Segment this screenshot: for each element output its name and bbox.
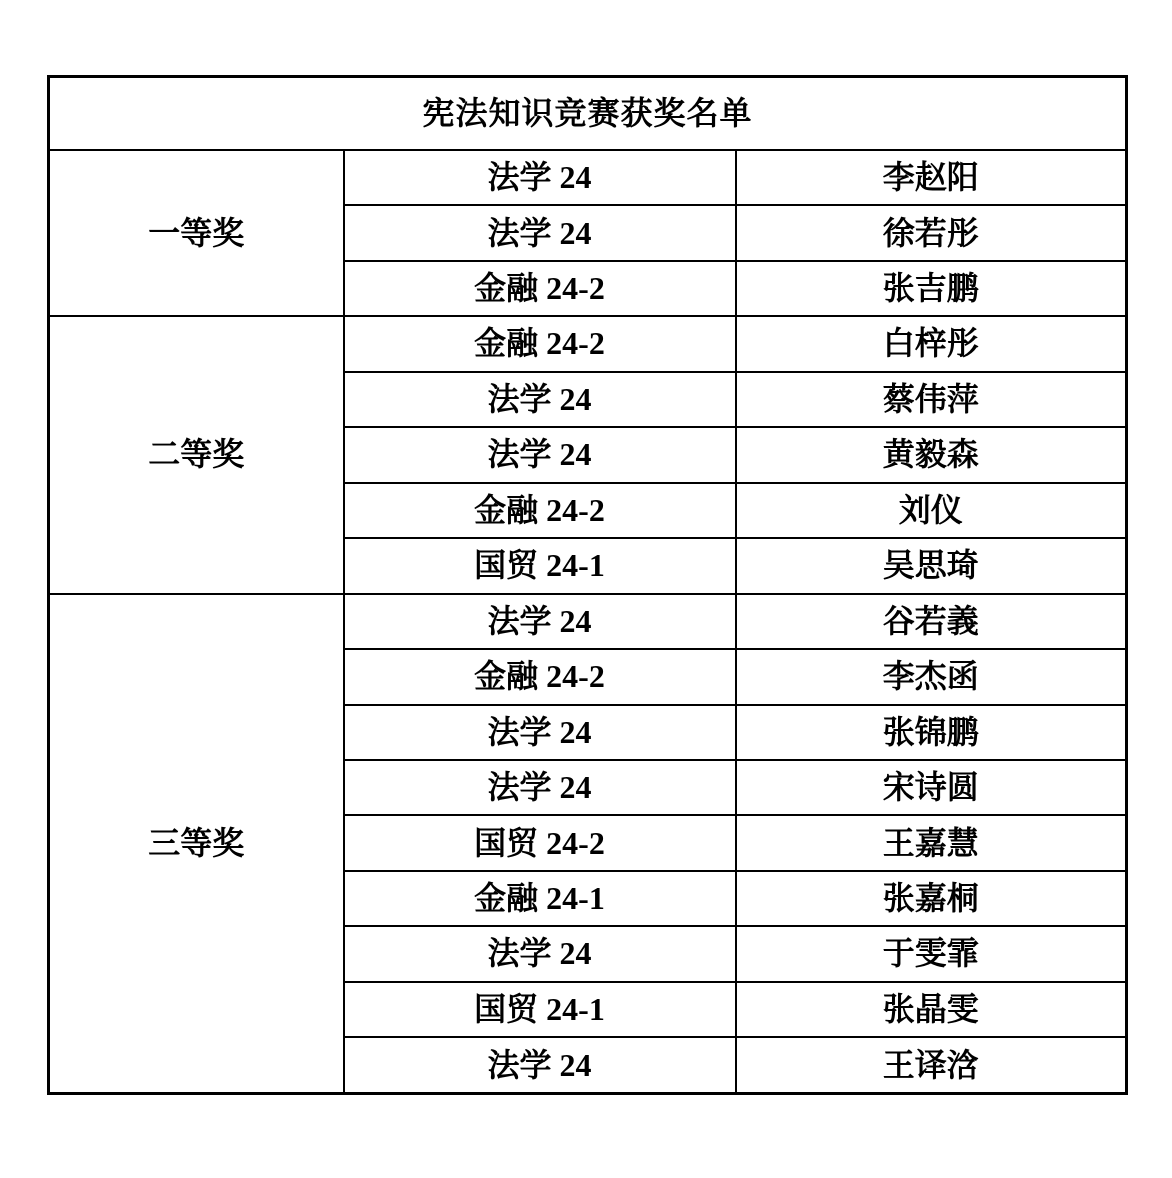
name-cell: 宋诗圆 bbox=[736, 760, 1127, 815]
name-cell: 吴思琦 bbox=[736, 538, 1127, 593]
title-row bbox=[49, 77, 1127, 151]
name-cell: 张嘉桐 bbox=[736, 871, 1127, 926]
name-cell: 王嘉慧 bbox=[736, 815, 1127, 870]
name-cell: 白梓彤 bbox=[736, 316, 1127, 371]
name-cell: 张锦鹏 bbox=[736, 705, 1127, 760]
class-cell: 法学 24 bbox=[344, 705, 736, 760]
class-cell: 法学 24 bbox=[344, 926, 736, 981]
name-cell: 李赵阳 bbox=[736, 150, 1127, 205]
class-cell: 法学 24 bbox=[344, 150, 736, 205]
name-cell: 黄毅森 bbox=[736, 427, 1127, 482]
name-cell: 蔡伟萍 bbox=[736, 372, 1127, 427]
class-cell: 法学 24 bbox=[344, 594, 736, 649]
class-cell: 国贸 24-1 bbox=[344, 538, 736, 593]
class-cell: 法学 24 bbox=[344, 205, 736, 260]
class-cell: 国贸 24-2 bbox=[344, 815, 736, 870]
prize-cell-first: 一等奖 bbox=[49, 150, 344, 316]
class-cell: 国贸 24-1 bbox=[344, 982, 736, 1037]
class-cell: 法学 24 bbox=[344, 1037, 736, 1093]
class-cell: 金融 24-1 bbox=[344, 871, 736, 926]
winner-row bbox=[49, 594, 1127, 649]
name-cell: 谷若義 bbox=[736, 594, 1127, 649]
name-cell: 张晶雯 bbox=[736, 982, 1127, 1037]
class-cell: 金融 24-2 bbox=[344, 483, 736, 538]
class-cell: 法学 24 bbox=[344, 760, 736, 815]
class-cell: 法学 24 bbox=[344, 427, 736, 482]
prize-cell-third: 三等奖 bbox=[49, 594, 344, 1094]
class-cell: 金融 24-2 bbox=[344, 316, 736, 371]
award-table bbox=[47, 75, 1128, 1095]
name-cell: 张吉鹏 bbox=[736, 261, 1127, 316]
class-cell: 法学 24 bbox=[344, 372, 736, 427]
name-cell: 李杰函 bbox=[736, 649, 1127, 704]
name-cell: 王译浛 bbox=[736, 1037, 1127, 1093]
name-cell: 刘仪 bbox=[736, 483, 1127, 538]
name-cell: 于雯霏 bbox=[736, 926, 1127, 981]
prize-cell-second: 二等奖 bbox=[49, 316, 344, 593]
class-cell: 金融 24-2 bbox=[344, 261, 736, 316]
table-title: 宪法知识竞赛获奖名单 bbox=[49, 77, 1127, 151]
name-cell: 徐若彤 bbox=[736, 205, 1127, 260]
winner-row bbox=[49, 150, 1127, 205]
class-cell: 金融 24-2 bbox=[344, 649, 736, 704]
winner-row bbox=[49, 316, 1127, 371]
